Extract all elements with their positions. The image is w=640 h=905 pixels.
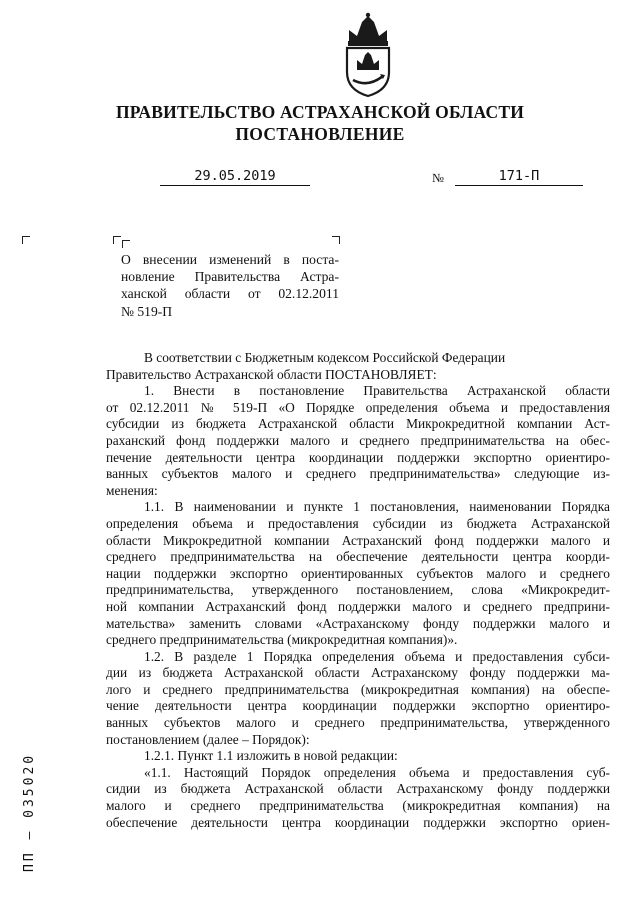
body-line: среднего предпринимательства на обеспечение деятельности центра коорди-: [106, 549, 610, 565]
body-line: лого и среднего предпринимательства (микрокредитная компания) на обеспе-: [106, 681, 610, 697]
subject-line: О внесении изменений в поста-: [121, 252, 339, 267]
corner-mark-subject-right: [332, 236, 340, 244]
corner-mark-subject-left-inner: [122, 240, 130, 248]
body-line: «1.1. Настоящий Порядок определения объема и предоставления суб-: [144, 764, 610, 780]
body-line: 1.2.1. Пункт 1.1 изложить в новой редакции:: [144, 748, 398, 764]
corner-mark-subject-left: [113, 236, 121, 244]
body-line: постановлением (далее – Порядок):: [106, 731, 310, 747]
document-number: 171-П: [455, 168, 583, 186]
document-date: 29.05.2019: [160, 168, 310, 186]
body-line: 1. Внести в постановление Правительства Астраханской области: [144, 383, 610, 399]
government-title: ПРАВИТЕЛЬСТВО АСТРАХАНСКОЙ ОБЛАСТИ: [115, 102, 525, 122]
body-line: сидии из бюджета Астраханской области Астраханскому фонду поддержки: [106, 781, 610, 797]
body-line: ной компании Астраханский фонд поддержки малого и среднего предприни-: [106, 598, 610, 614]
body-line: чение деятельности центра координации поддержки экспортно ориентиро-: [106, 698, 610, 714]
document-body: [106, 350, 610, 831]
body-line: среднего предпринимательства (микрокредитная компания)».: [106, 632, 458, 648]
side-serial-stamp: ПП – 035020: [22, 752, 37, 872]
coat-of-arms-icon: [335, 12, 401, 98]
document-subject: [121, 251, 339, 320]
body-line: В соответствии с Бюджетным кодексом Российской Федерации: [144, 350, 506, 365]
body-line: Правительство Астраханской области ПОСТАНОВЛЯЕТ:: [106, 366, 437, 382]
body-line: определения объема и предоставления субсидии из бюджета Астраханской: [106, 515, 610, 531]
corner-mark-left: [22, 236, 30, 244]
number-sign: №: [432, 171, 444, 185]
body-line: менения:: [106, 482, 158, 498]
body-line: предпринимательства, утвержденного постановлением, слова «Микрокредит-: [106, 582, 610, 598]
body-line: ванных субъектов малого и среднего предпринимательства» следующие из-: [106, 466, 610, 482]
body-line: мательства» заменить словами «Астраханскому фонду поддержки малого и: [106, 615, 610, 631]
body-line: обеспечение деятельности центра координации поддержки экспортно ориен-: [106, 814, 610, 830]
body-line: печение деятельности центра координации поддержки экспортно ориентиро-: [106, 449, 610, 465]
subject-line: новление Правительства Астра-: [121, 269, 339, 285]
body-line: дии из бюджета Астраханской области Астраханскому фонду поддержки ма-: [106, 665, 610, 681]
body-line: 1.2. В разделе 1 Порядка определения объема и предоставления субси-: [144, 648, 610, 664]
body-line: малого и среднего предпринимательства (микрокредитная компания) на: [106, 798, 610, 814]
body-line: нации поддержки экспортно ориентированных субъектов малого и среднего: [106, 565, 610, 581]
body-line: субсидии из бюджета Астраханской области Микрокредитной компании Аст-: [106, 416, 610, 432]
document-type-title: ПОСТАНОВЛЕНИЕ: [235, 124, 405, 144]
body-line: области Микрокредитной компании Астраханский фонд поддержки малого и: [106, 532, 610, 548]
subject-line: ханской области от 02.12.2011: [121, 286, 339, 302]
body-line: ванных субъектов малого и среднего предпринимательства, утвержденного: [106, 715, 610, 731]
body-line: 1.1. В наименовании и пункте 1 постановления, наименовании Порядка: [144, 499, 610, 515]
subject-line: № 519-П: [121, 303, 173, 319]
body-line: от 02.12.2011 № 519-П «О Порядке определения объема и предоставления: [106, 399, 610, 415]
body-line: раханский фонд поддержки малого и среднего предпринимательства на обес-: [106, 432, 610, 448]
